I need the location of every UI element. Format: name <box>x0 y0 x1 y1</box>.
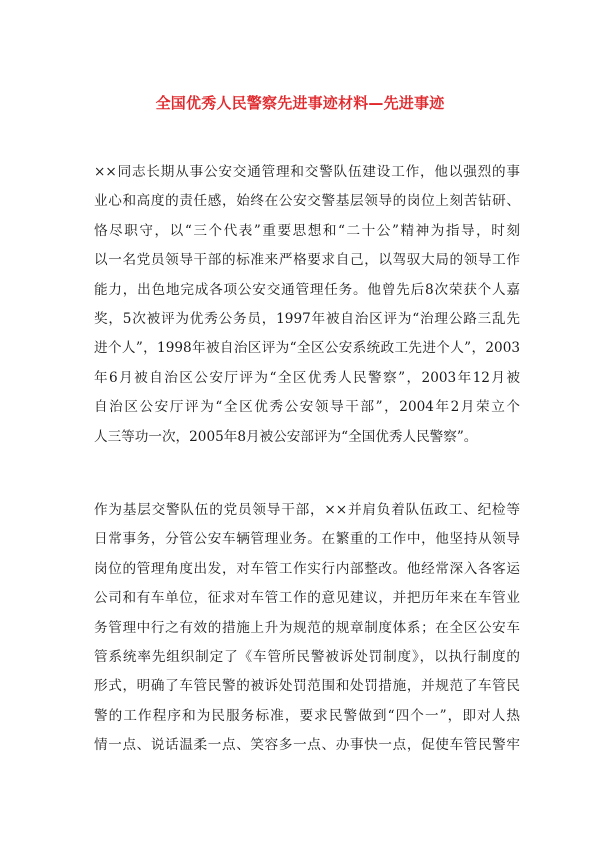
paragraph-line: 进个人”，1998年被自治区评为“全区公安系统政工先进个人”，2003 <box>94 340 520 357</box>
paragraph-line: 人三等功一次，2005年8月被公安部评为“全国优秀人民警察”。 <box>94 428 478 445</box>
paragraph-line: 恪尽职守，以“三个代表”重要思想和“二十公”精神为指导，时刻 <box>94 222 520 239</box>
paragraph-2 <box>94 496 520 761</box>
paragraph-line: 情一点、说话温柔一点、笑容多一点、办事快一点，促使车管民警牢 <box>94 737 520 754</box>
paragraph-line: 作为基层交警队伍的党员领导干部，××并肩负着队伍政工、纪检等 <box>94 502 520 518</box>
paragraph-line: 自治区公安厅评为“全区优秀公安领导干部”，2004年2月荣立个 <box>94 399 520 416</box>
paragraph-line: 以一名党员领导干部的标准来严格要求自己，以驾驭大局的领导工作 <box>94 252 520 269</box>
paragraph-line: 务管理中行之有效的措施上升为规范的规章制度体系；在全区公安车 <box>94 619 520 636</box>
paragraph-line: 年6月被自治区公安厅评为“全区优秀人民警察”，2003年12月被 <box>94 369 520 386</box>
paragraph-line: 奖，5次被评为优秀公务员，1997年被自治区评为“治理公路三乱先 <box>94 310 520 327</box>
paragraph-line: 管系统率先组织制定了《车管所民警被诉处罚制度》，以执行制度的 <box>94 648 520 665</box>
paragraph-line: 警的工作程序和为民服务标准，要求民警做到“四个一”，即对人热 <box>94 707 520 724</box>
paragraph-line: 形式，明确了车管民警的被诉处罚范围和处罚措施，并规范了车管民 <box>94 678 520 695</box>
document-title: 全国优秀人民警察先进事迹材料—先进事迹 <box>155 94 445 112</box>
paragraph-line: 能力，出色地完成各项公安交通管理任务。他曾先后8次荣获个人嘉 <box>94 281 520 298</box>
paragraph-line: 公司和有车单位，征求对车管工作的意见建议，并把历年来在车管业 <box>94 590 520 607</box>
paragraph-line: 业心和高度的责任感，始终在公安交警基层领导的岗位上刻苦钻研、 <box>94 193 520 210</box>
paragraph-line: 岗位的管理角度出发，对车管工作实行内部整改。他经常深入各客运 <box>94 560 520 577</box>
paragraph-1 <box>94 158 520 452</box>
paragraph-line: 日常事务，分管公安车辆管理业务。在繁重的工作中，他坚持从领导 <box>94 531 520 548</box>
paragraph-line: ××同志长期从事公安交通管理和交警队伍建设工作，他以强烈的事 <box>94 164 520 180</box>
